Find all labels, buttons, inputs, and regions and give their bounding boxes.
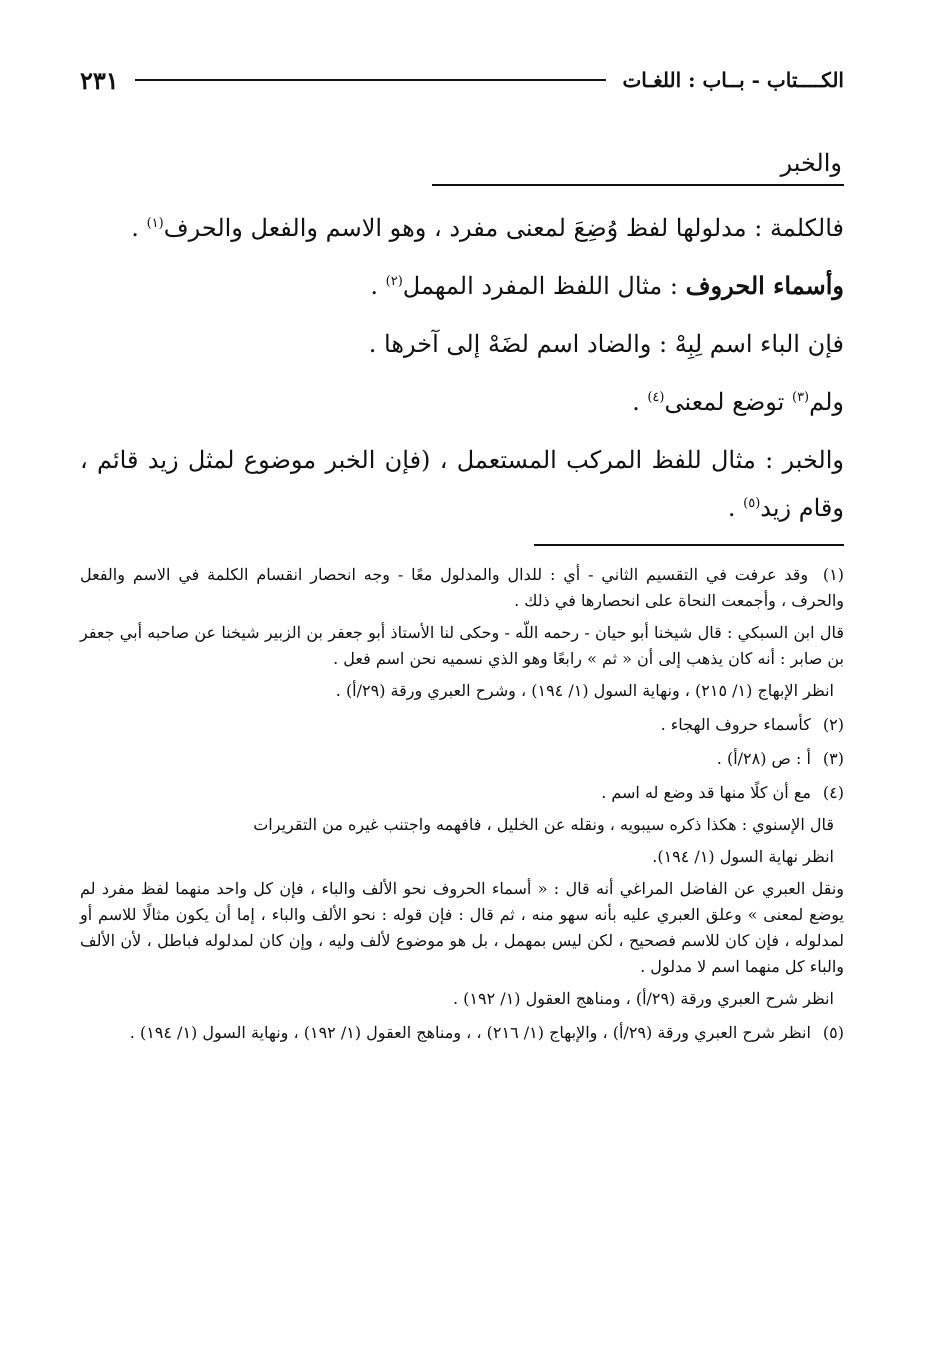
- paragraph-asma-huruf: وأسماء الحروف : مثال اللفظ المفرد المهمل$^{(٢)}$ .: [370, 271, 844, 300]
- header-rule: [135, 79, 607, 81]
- footnote-ref-2: (٢): [385, 274, 403, 289]
- footnote-number: (١): [822, 565, 845, 584]
- footnote-4: (٤) مع أن كلًا منها قد وضع له اسم . قال الإسنوي : هكذا ذكره سيبويه ، ونقله عن الخليل ، فافهمه واجتنب غيره من التقريرات انظر نهاية السول (١/ ١٩٤). ونقل العبري عن الفاضل المراغي أنه قال : « أسماء الحروف نحو الألف والباء ، فإن كل واحد منهما لفظ مفرد لم يوضع لمعنى » وعلق العبري عليه بأنه سهو منه ، ثم قال : فإن قوله : نحو الألف والباء ، إما أن يكون مثالًا للاسم أو لمدلوله ، فإن كان للاسم فصحيح ، لكن ليس بمهمل ، بل هو موضوع لألف وليه ، وإن كان لمدلوله فباطل ، لأن الألف والباء كل منهما اسم لا مدلول . انظر شرح العبري ورقة (٢٩/أ) ، ومناهج العقول (١/ ١٩٢) .: [80, 780, 844, 1012]
- footnote-number: (٥): [822, 1023, 844, 1042]
- page-number: ٢٣١: [80, 65, 119, 95]
- term-asma-huruf: وأسماء الحروف: [685, 271, 844, 300]
- footnote-number: (٢): [822, 715, 844, 734]
- footnote-number: (٣): [822, 749, 844, 768]
- footnote-3: (٣) أ : ص (٢٨/أ) .: [80, 746, 844, 772]
- section-rule: [432, 184, 844, 186]
- page-header: [80, 60, 844, 100]
- paragraph-kalima: فالكلمة : مدلولها لفظ وُضِعَ لمعنى مفرد ، وهو الاسم والفعل والحرف$^{(١)}$ .: [131, 214, 844, 242]
- paragraph-lam-tudaa: ولم$^{(٣)}$ توضع لمعنى$^{(٤)}$ .: [632, 388, 844, 416]
- section-heading-block: [432, 146, 844, 186]
- paragraph-khabar: والخبر : مثال للفظ المركب المستعمل ، (فإن الخبر موضوع لمثل زيد قائم ، وقام زيد$^{(٥)}$ .: [80, 446, 845, 522]
- paragraph-baa: فإن الباء اسم لِبِهْ : والضاد اسم لضَهْ إلى آخرها .: [368, 330, 844, 358]
- footnotes: [80, 562, 844, 1046]
- running-title: الكــــتاب - بــاب : اللغـات: [622, 68, 844, 92]
- section-heading: والخبر: [780, 149, 842, 177]
- footnote-ref-1: (١): [146, 216, 164, 231]
- footnote-number: (٤): [822, 783, 844, 802]
- footnote-ref-3: (٣): [791, 390, 810, 405]
- footnote-ref-5: (٥): [743, 496, 761, 511]
- footnote-ref-4: (٤): [647, 390, 665, 405]
- main-text: [80, 204, 844, 532]
- footnote-separator: [534, 544, 844, 546]
- footnote-5: (٥) انظر شرح العبري ورقة (٢٩/أ) ، والإبهاج (١/ ٢١٦) ، ، ومناهج العقول (١/ ١٩٢) ، ونهاية السول (١/ ١٩٤) .: [80, 1020, 844, 1046]
- footnote-2: (٢) كأسماء حروف الهجاء .: [80, 712, 844, 738]
- footnote-1: (١) وقد عرفت في التقسيم الثاني - أي : للدال والمدلول معًا - وجه انحصار انقسام الكلمة في الاسم والفعل والحرف ، وأجمعت النحاة على انحصارها في ذلك . قال ابن السبكي : قال شيخنا أبو حيان - رحمه اللّه - وحكى لنا الأستاذ أبو جعفر بن الزبير شيخنا عن صاحبه أبي جعفر بن صابر : أنه كان يذهب إلى أن « ثم » رابعًا وهو الذي نسميه نحن اسم فعل . انظر الإبهاج (١/ ٢١٥) ، ونهاية السول (١/ ١٩٤) ، وشرح العبري ورقة (٢٩/أ) .: [80, 562, 844, 704]
